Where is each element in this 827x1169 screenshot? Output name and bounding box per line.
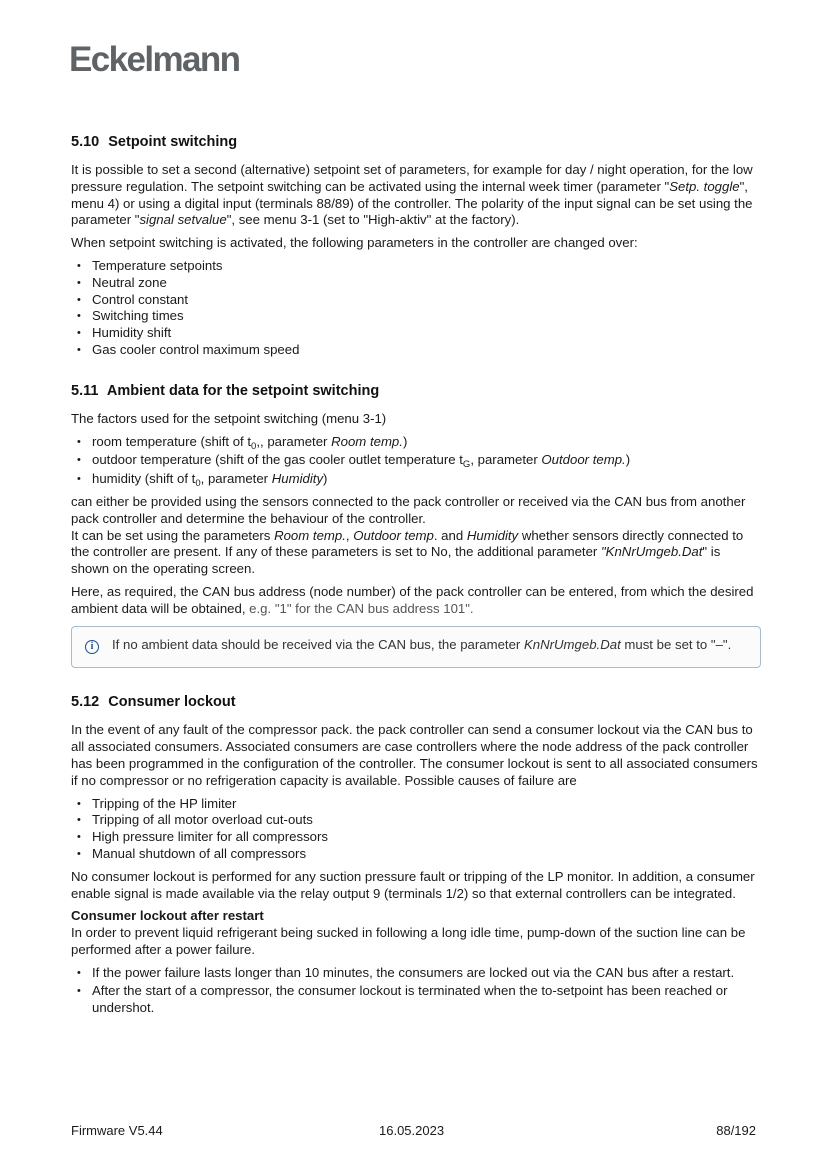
page-number: 88/192: [716, 1123, 756, 1138]
section-heading: 5.12 Consumer lockout: [71, 694, 236, 711]
bullet-list: [71, 796, 761, 863]
list-item: • High pressure limiter for all compressors: [71, 829, 761, 846]
page-content: [71, 132, 761, 1035]
list-item: • Control constant: [71, 292, 761, 309]
paragraph: The factors used for the setpoint switching (menu 3-1): [71, 410, 387, 426]
section-5-10: [71, 132, 761, 359]
list-item: • If the power failure lasts longer than 10 minutes, the consumers are locked out via the CAN bus after a restart.: [71, 965, 761, 982]
list-item: • After the start of a compressor, the consumer lockout is terminated when the to-setpoint has been reached or undershot.: [71, 983, 761, 1017]
paragraph: In order to prevent liquid refrigerant being sucked in following a long idle time, pump-down of the suction line can be performed after a power failure.: [71, 925, 746, 957]
list-item: • Tripping of the HP limiter: [71, 796, 761, 813]
bullet-list: [71, 434, 761, 488]
list-item: • outdoor temperature (shift of the gas cooler outlet temperature $t_G$, parameter Outdoor temp.): [71, 452, 761, 469]
info-note-box: i If no ambient data should be received via the CAN bus, the parameter KnNrUmgeb.Dat must be set to "–".: [71, 626, 761, 669]
section-5-11: [71, 381, 761, 669]
eckelmann-logo: Eckelmann: [69, 40, 240, 79]
section-heading: 5.10 Setpoint switching: [71, 134, 238, 150]
paragraph: When setpoint switching is activated, the following parameters in the controller are changed over:: [71, 235, 638, 251]
list-item: • Switching times: [71, 308, 761, 325]
list-item: • Temperature setpoints: [71, 258, 761, 275]
paragraph: Here, as required, the CAN bus address (node number) of the pack controller can be entered, from which the desired ambient data will be obtained, e.g. "1" for the CAN bus address 101".: [71, 583, 754, 616]
list-item: • Humidity shift: [71, 325, 761, 342]
paragraph: In the event of any fault of the compressor pack. the pack controller can send a consumer lockout via the CAN bus to all associated consumers. Associated consumers are case controllers where the node address of the pack controller has been programmed in the configuration of the controller. The consumer lockout is sent to all associated consumers if no compressor or no refrigeration capacity is available. Possible causes of failure are: [71, 722, 758, 788]
firmware-version: Firmware V5.44: [71, 1123, 163, 1138]
bullet-list: [71, 965, 761, 1017]
list-item: • Neutral zone: [71, 275, 761, 292]
list-item: • Manual shutdown of all compressors: [71, 846, 761, 863]
section-heading: 5.11 Ambient data for the setpoint switching: [71, 382, 380, 399]
list-item: • humidity (shift of $t_0$, parameter Humidity): [71, 471, 761, 488]
document-date: 16.05.2023: [379, 1123, 445, 1138]
subheading: Consumer lockout after restart: [71, 908, 264, 924]
list-item: • Tripping of all motor overload cut-outs: [71, 812, 761, 829]
paragraph: can either be provided using the sensors connected to the pack controller or received via the CAN bus from another pack controller and determine the behaviour of the controller. It can be set using the parameters Room temp., Outdoor temp. and Humidity whether sensors directly connected to the controller are present. If any of these parameters is set to No, the additional parameter "KnNrUmgeb.Dat" is shown on the operating screen.: [71, 493, 746, 577]
list-item: • Gas cooler control maximum speed: [71, 342, 761, 359]
list-item: • room temperature (shift of $t_0$,, parameter Room temp.): [71, 434, 761, 451]
info-icon: i: [85, 640, 99, 654]
paragraph: No consumer lockout is performed for any suction pressure fault or tripping of the LP monitor. In addition, a consumer enable signal is made available via the relay output 9 (terminals 1/2) so that external controllers can be integrated.: [71, 868, 755, 901]
bullet-list: [71, 258, 761, 359]
paragraph: It is possible to set a second (alternative) setpoint set of parameters, for example for day / night operation, for the low pressure regulation. The setpoint switching can be activated using the internal week timer (parameter "Setp. toggle", menu 4) or using a digital input (terminals 88/89) of the controller. The polarity of the input signal can be set using the parameter "signal setvalue", see menu 3-1 (set to "High-aktiv" at the factory).: [71, 162, 753, 228]
section-5-12: [71, 692, 761, 1017]
